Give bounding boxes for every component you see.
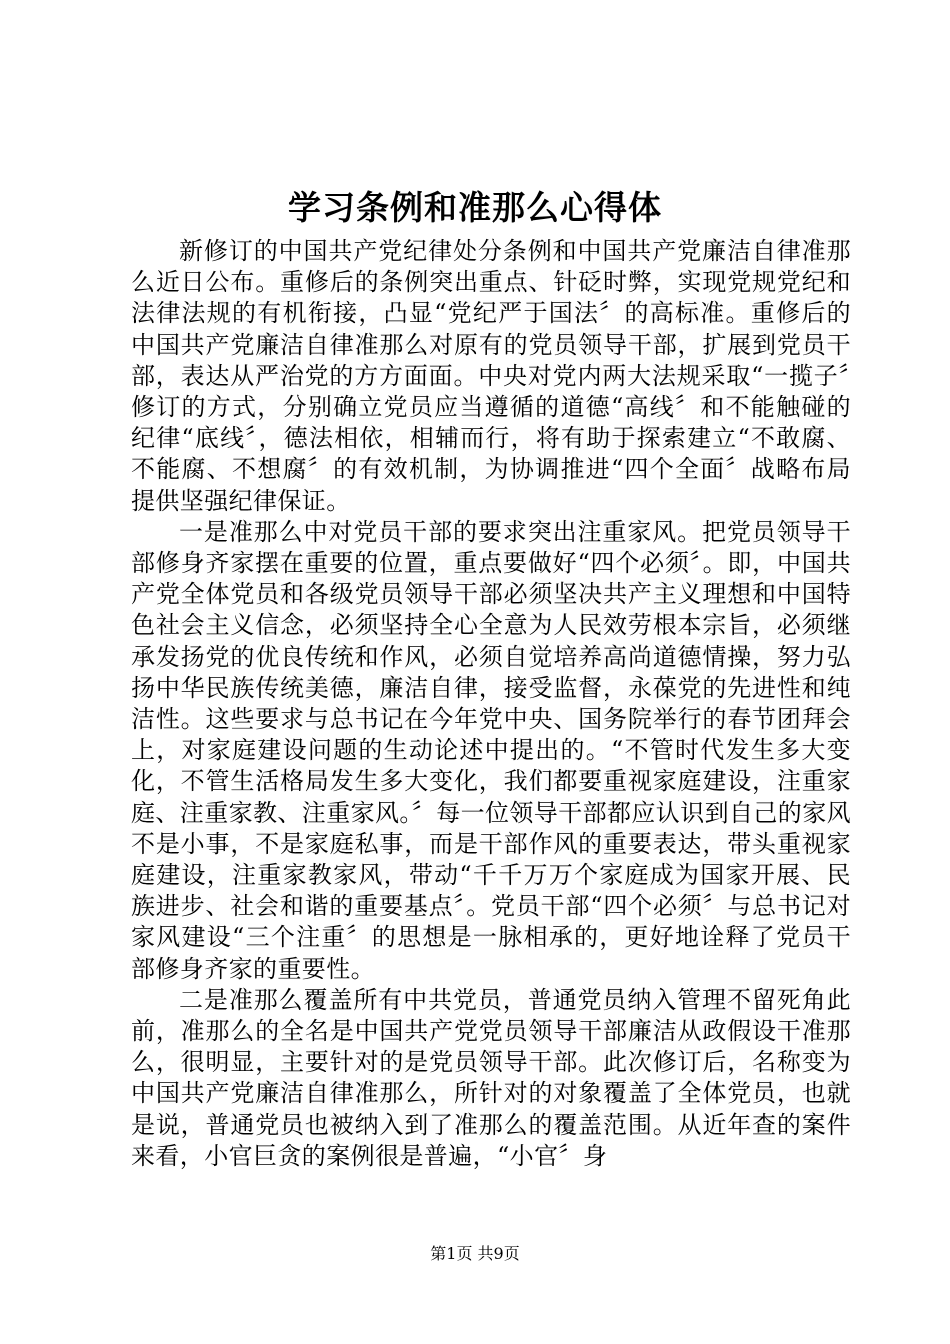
paragraph-intro: 新修订的中国共产党纪律处分条例和中国共产党廉洁自律准那么近日公布。重修后的条例突出重点、针砭时弊，实现党规党纪和法律法规的有机衔接，凸显“党纪严于国法〞的高标准。重修后的中国共产党廉洁自律准那么对原有的党员领导干部，扩展到党员干部，表达从严治党的方方面面。中央对党内两大法规采取“一揽子〞修订的方式，分别确立党员应当遵循的道德“高线〞和不能触碰的纪律“底线〞，德法相依，相辅而行，将有助于探索建立“不敢腐、不能腐、不想腐〞的有效机制，为协调推进“四个全面〞战略布局提供坚强纪律保证。 [131,237,851,515]
paragraph-point-one: 一是准那么中对党员干部的要求突出注重家风。把党员领导干部修身齐家摆在重要的位置，重点要做好“四个必须〞。即，中国共产党全体党员和各级党员领导干部必须坚决共产主义理想和中国特色社会主义信念，必须坚持全心全意为人民效劳根本宗旨，必须继承发扬党的优良传统和作风，必须自觉培养高尚道德情操，努力弘扬中华民族传统美德，廉洁自律，接受监督，永葆党的先进性和纯洁性。这些要求与总书记在今年党中央、国务院举行的春节团拜会上，对家庭建设问题的生动论述中提出的。“不管时代发生多大变化，不管生活格局发生多大变化，我们都要重视家庭建设，注重家庭、注重家教、注重家风。〞每一位领导干部都应认识到自己的家风不是小事，不是家庭私事，而是干部作风的重要表达，带头重视家庭建设，注重家教家风，带动“千千万万个家庭成为国家开展、民族进步、社会和谐的重要基点〞。党员干部“四个必须〞与总书记对家风建设“三个注重〞的思想是一脉相承的，更好地诠释了党员干部修身齐家的重要性。 [131,517,851,983]
page-number-footer: 第1页 共9页 [430,1244,520,1263]
document-title: 学习条例和准那么心得体 [288,188,662,227]
document-body [131,236,851,1172]
paragraph-point-two: 二是准那么覆盖所有中共党员，普通党员纳入管理不留死角此前，准那么的全名是中国共产党党员领导干部廉洁从政假设干准那么，很明显，主要针对的是党员领导干部。此次修订后，名称变为中国共产党廉洁自律准那么，所针对的对象覆盖了全体党员，也就是说，普通党员也被纳入到了准那么的覆盖范围。从近年查的案件来看，小官巨贪的案例很是普遍，“小官〞身 [131,985,851,1170]
